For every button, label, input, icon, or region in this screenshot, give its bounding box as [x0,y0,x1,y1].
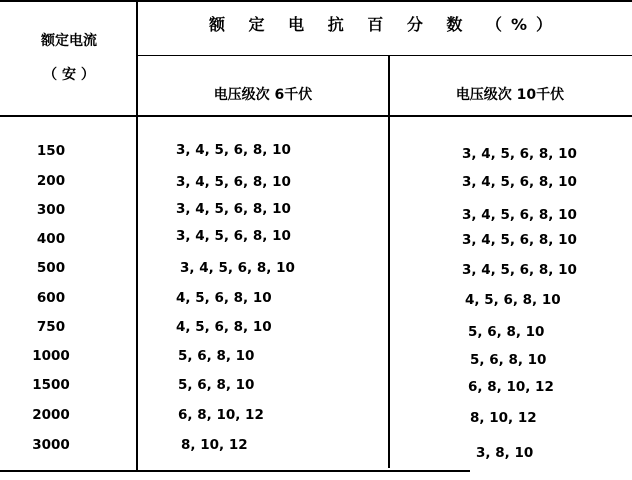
current-cell: 2000 [32,407,70,423]
current-column-title: 额定电流 [41,33,97,49]
reactance-6kv-cell: 5, 6, 8, 10 [178,348,255,364]
voltage-10kv-header: 电压级次 10千伏 [455,87,565,103]
current-cell: 200 [36,173,66,189]
reactance-10kv-cell: 5, 6, 8, 10 [468,324,545,340]
current-cell: 150 [36,143,66,159]
reactance-10kv-cell: 3, 4, 5, 6, 8, 10 [462,232,577,248]
reactance-10kv-cell: 3, 4, 5, 6, 8, 10 [462,262,577,278]
current-cell: 750 [36,319,66,335]
reactance-6kv-cell: 5, 6, 8, 10 [178,377,255,393]
reactance-6kv-cell: 3, 4, 5, 6, 8, 10 [180,260,295,276]
reactance-10kv-cell: 5, 6, 8, 10 [470,352,547,368]
reactance-10kv-cell: 3, 4, 5, 6, 8, 10 [462,174,577,190]
reactance-10kv-cell: 6, 8, 10, 12 [468,379,554,395]
reactance-10kv-cell: 3, 4, 5, 6, 8, 10 [462,207,577,223]
reactance-column-title: 额 定 电 抗 百 分 数 （%） [208,15,562,34]
voltage-6kv-header: 电压级次 6千伏 [213,87,313,103]
reactance-10kv-cell: 4, 5, 6, 8, 10 [465,292,561,308]
current-cell: 600 [36,290,66,306]
header-mid-line [136,55,632,56]
reactance-6kv-cell: 3, 4, 5, 6, 8, 10 [176,201,291,217]
reactance-6kv-cell: 3, 4, 5, 6, 8, 10 [176,174,291,190]
reactance-6kv-cell: 4, 5, 6, 8, 10 [176,319,272,335]
reactance-10kv-cell: 3, 8, 10 [476,445,534,461]
reactance-6kv-cell: 4, 5, 6, 8, 10 [176,290,272,306]
table-bottom-border [0,470,470,472]
reactance-10kv-cell: 3, 4, 5, 6, 8, 10 [462,146,577,162]
current-cell: 1000 [32,348,70,364]
current-cell: 3000 [32,437,70,453]
reactance-10kv-cell: 8, 10, 12 [470,410,537,426]
current-column-divider [136,0,138,470]
reactance-6kv-cell: 6, 8, 10, 12 [178,407,264,423]
current-cell: 1500 [32,377,70,393]
reactance-6kv-cell: 3, 4, 5, 6, 8, 10 [176,142,291,158]
table-top-border [0,0,632,2]
current-column-unit: （ 安 ） [43,67,95,83]
current-cell: 400 [36,231,66,247]
reactance-6kv-cell: 3, 4, 5, 6, 8, 10 [176,228,291,244]
current-cell: 300 [36,202,66,218]
header-bottom-line [0,115,632,117]
current-cell: 500 [36,260,66,276]
reactance-6kv-cell: 8, 10, 12 [181,437,248,453]
